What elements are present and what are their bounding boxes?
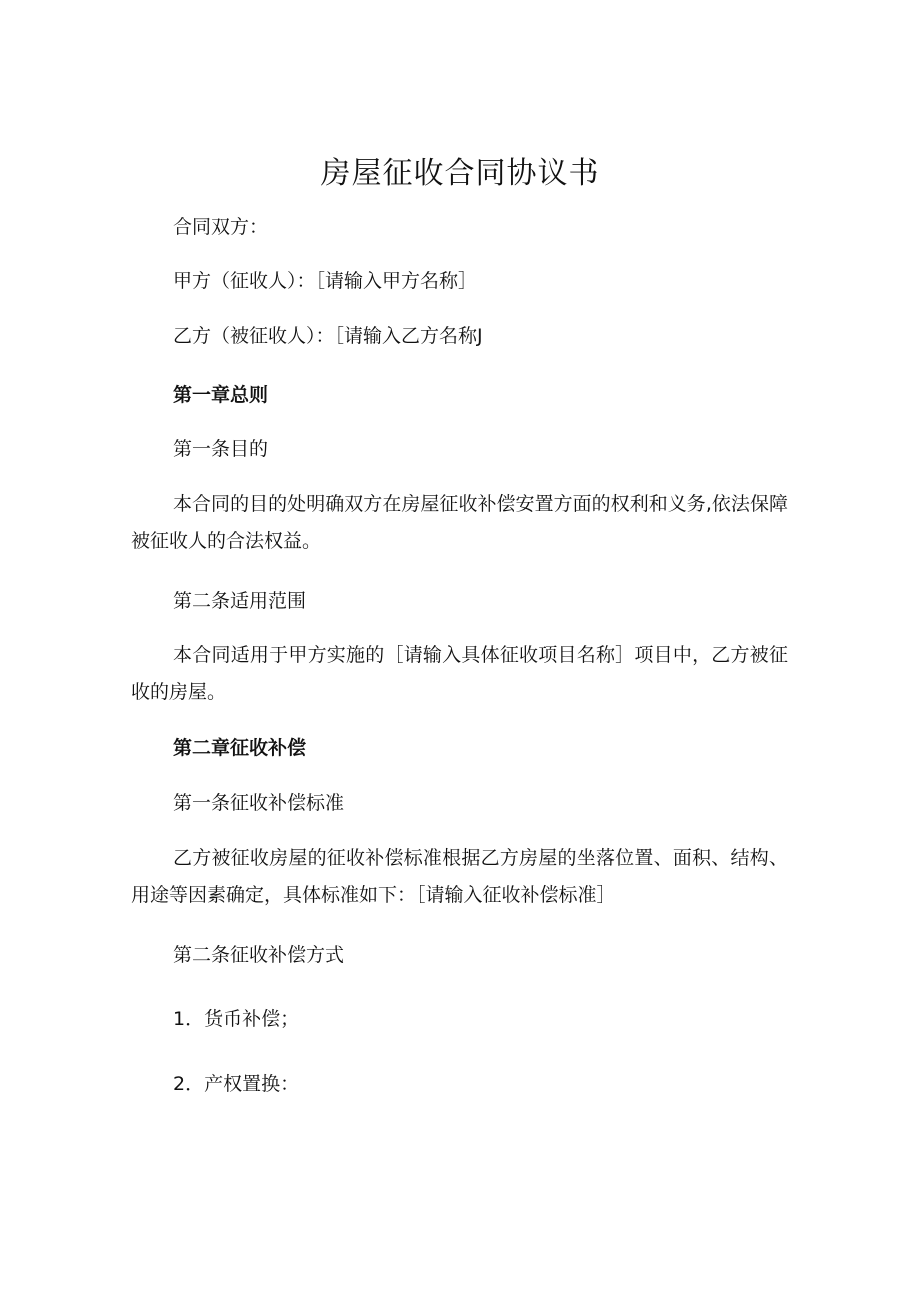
chapter-2-article-2-title: 第二条征收补偿方式 (173, 944, 345, 966)
chapter-1-article-2-title: 第二条适用范围 (173, 590, 307, 612)
chapter-1-article-1-text: 本合同的目的处明确双方在房屋征收补偿安置方面的权利和义务,依法保障被征收人的合法权益。 (131, 493, 788, 552)
chapter-2-heading: 第二章征收补偿 (173, 737, 307, 759)
chapter-2-article-1-text: 乙方被征收房屋的征收补偿标准根据乙方房屋的坐落位置、面积、结构、用途等因素确定，具体标准如下：［请输入征收补偿标准］ (131, 847, 788, 906)
party-b-line: 乙方（被征收人）：［请输入乙方名称J (173, 325, 483, 347)
party-a-line: 甲方（征收人）：［请输入甲方名称］ (173, 270, 478, 292)
list-item: 2．产权置换： (173, 1073, 300, 1095)
chapter-1-heading: 第一章总则 (173, 384, 269, 406)
document-title: 房屋征收合同协议书 (320, 156, 600, 191)
chapter-2-article-1-title: 第一条征收补偿标准 (173, 792, 345, 814)
list-item: 1．货币补偿； (173, 1008, 300, 1030)
chapter-1-article-2-text: 本合同适用于甲方实施的［请输入具体征收项目名称］项目中，乙方被征收的房屋。 (131, 644, 788, 703)
parties-label: 合同双方： (173, 216, 269, 238)
chapter-1-article-1-title: 第一条目的 (173, 438, 269, 460)
